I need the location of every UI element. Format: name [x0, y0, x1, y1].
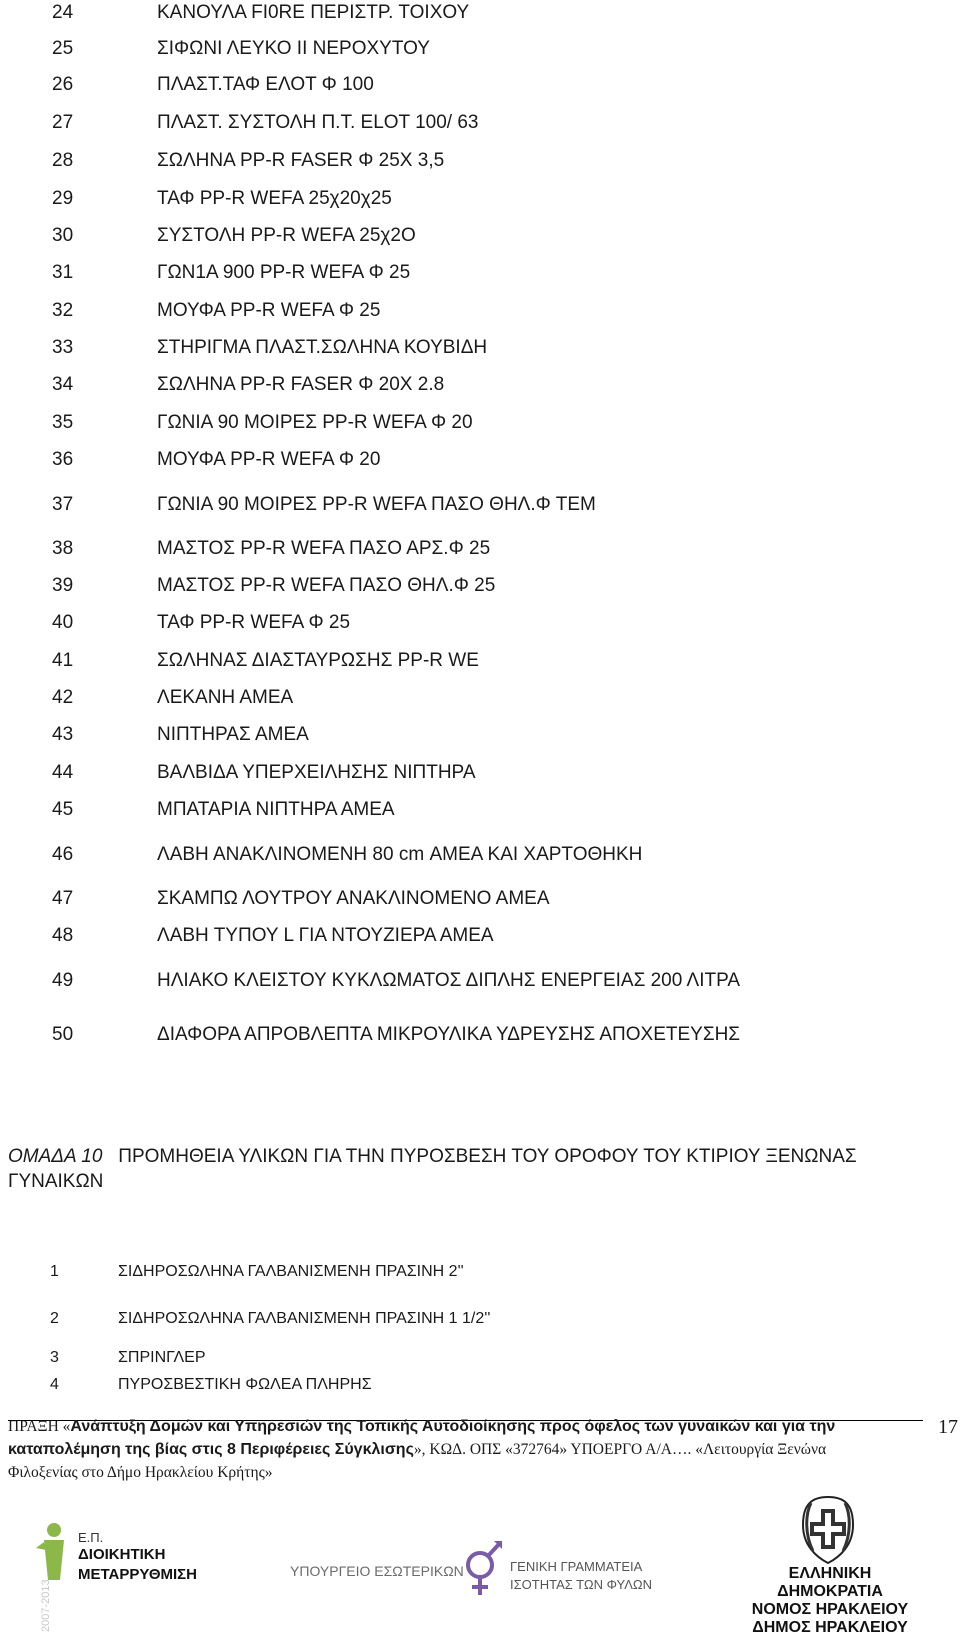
item-number: 31: [52, 262, 74, 283]
diorthosi-logo: [30, 1520, 210, 1633]
item-description: ΜΟΥΦΑ PP-R WEFA Φ 20: [157, 449, 381, 470]
item-description: ΓΩΝΙΑ 90 ΜΟΙΡΕΣ PP-R WEFA Φ 20: [157, 412, 473, 433]
item-number: 24: [52, 2, 74, 23]
item-description: ΔΙΑΦΟΡΑ ΑΠΡΟΒΛΕΠΤΑ ΜΙΚΡΟΥΛΙΚΑ ΥΔΡΕΥΣΗΣ ΑΠΟΧΕΤΕΥΣΗΣ: [157, 1024, 741, 1045]
state-line1: ΕΛΛΗΝΙΚΗ: [788, 1565, 872, 1582]
item-description: ΠΛΑΣΤ. ΣΥΣΤΟΛΗ Π.Τ. ELOT 100/ 63: [157, 112, 479, 133]
item-description: ΤΑΦ PP-R WEFA 25χ20χ25: [157, 188, 392, 209]
item-description: ΣΠΡΙΝΓΛΕΡ: [118, 1349, 206, 1366]
item-description: ΣΩΛΗΝΑ PP-R FASER Φ 20Χ 2.8: [157, 374, 445, 395]
diorthosi-ep: Ε.Π.: [78, 1530, 104, 1545]
item-description: ΛΕΚΑΝΗ ΑΜΕΑ: [157, 687, 294, 708]
item-description: ΚΑΝΟΥΛΑ FI0RE ΠΕΡΙΣΤΡ. ΤΟΙΧΟΥ: [157, 2, 470, 23]
item-number: 1: [50, 1263, 59, 1280]
item-number: 34: [52, 374, 74, 395]
item-description: ΜΟΥΦΑ PP-R WEFA Φ 25: [157, 300, 381, 321]
item-number: 50: [52, 1024, 74, 1045]
item-description: ΠΥΡΟΣΒΕΣΤΙΚΗ ΦΩΛΕΑ ΠΛΗΡΗΣ: [118, 1376, 372, 1393]
item-description: ΒΑΛΒΙΔΑ ΥΠΕΡΧΕΙΛΗΣΗΣ ΝΙΠΤΗΡΑ: [157, 762, 476, 783]
gender-equality-logo: [458, 1537, 658, 1607]
footer-project-text: [8, 1415, 898, 1484]
item-number: 46: [52, 844, 74, 865]
page-number: 17: [938, 1416, 958, 1438]
item-description: ΛΑΒΗ ΤΥΠΟΥ L ΓΙΑ ΝΤΟΥΖΙΕΡΑ ΑΜΕΑ: [157, 925, 494, 946]
state-line2: ΔΗΜΟΚΡΑΤΙΑ: [777, 1583, 883, 1600]
item-description: ΣΙΦΩΝΙ ΛΕΥΚΟ ΙΙ ΝΕΡΟΧΥΤΟΥ: [157, 38, 430, 59]
item-description: ΣΚΑΜΠΩ ΛΟΥΤΡΟΥ ΑΝΑΚΛΙΝΟΜΕΝΟ ΑΜΕΑ: [157, 888, 550, 909]
item-description: ΣΩΛΗΝΑΣ ΔΙΑΣΤΑΥΡΩΣΗΣ PP-R WE: [157, 650, 479, 671]
item-number: 28: [52, 150, 74, 171]
gender-line1: ΓΕΝΙΚΗ ΓΡΑΜΜΑΤΕΙΑ: [510, 1559, 643, 1574]
item-number: 4: [50, 1376, 59, 1393]
item-number: 42: [52, 687, 74, 708]
item-description: ΜΠΑΤΑΡΙΑ ΝΙΠΤΗΡΑ ΑΜΕΑ: [157, 799, 395, 820]
item-number: 33: [52, 337, 74, 358]
item-description: ΜΑΣΤΟΣ PP-R WEFA ΠΑΣΟ ΑΡΣ.Φ 25: [157, 538, 491, 559]
item-description: ΓΩΝ1Α 900 PP-R WEFA Φ 25: [157, 262, 411, 283]
ministry-logo-text: ΥΠΟΥΡΓΕΙΟ ΕΣΩΤΕΡΙΚΩΝ: [290, 1563, 464, 1579]
group-label: ΟΜΑΔΑ 10: [8, 1146, 103, 1167]
item-description: ΗΛΙΑΚΟ ΚΛΕΙΣΤΟΥ ΚΥΚΛΩΜΑΤΟΣ ΔΙΠΛΗΣ ΕΝΕΡΓΕΙΑΣ 200 ΛΙΤΡΑ: [157, 970, 741, 991]
item-number: 35: [52, 412, 74, 433]
item-number: 48: [52, 925, 74, 946]
item-number: 26: [52, 74, 74, 95]
gender-line2: ΙΣΟΤΗΤΑΣ ΤΩΝ ΦΥΛΩΝ: [510, 1577, 653, 1592]
item-number: 41: [52, 650, 74, 671]
item-number: 40: [52, 612, 74, 633]
item-number: 36: [52, 449, 74, 470]
item-description: ΤΑΦ PP-R WEFA Φ 25: [157, 612, 351, 633]
item-number: 45: [52, 799, 74, 820]
item-description: ΛΑΒΗ ΑΝΑΚΛΙΝΟΜΕΝΗ 80 cm ΑΜΕΑ ΚΑΙ ΧΑΡΤΟΘΗΚΗ: [157, 844, 643, 865]
item-number: 39: [52, 575, 74, 596]
group-title: ΠΡΟΜΗΘΕΙΑ ΥΛΙΚΩΝ ΓΙΑ ΤΗΝ ΠΥΡΟΣΒΕΣΗ ΤΟΥ ΟΡΟΦΟΥ ΤΟΥ ΚΤΙΡΙΟΥ ΞΕΝΩΝΑΣ ΓΥΝΑΙΚΩΝ: [8, 1146, 857, 1192]
item-number: 3: [50, 1349, 59, 1366]
item-number: 43: [52, 724, 74, 745]
diorthosi-line2: ΜΕΤΑΡΡΥΘΜΙΣΗ: [78, 1566, 197, 1583]
item-number: 49: [52, 970, 74, 991]
item-description: ΣΩΛΗΝΑ PP-R FASER Φ 25Χ 3,5: [157, 150, 445, 171]
municipality-logo: [730, 1495, 930, 1636]
gender-symbol-icon: [458, 1537, 506, 1603]
footer-prefix: ΠΡΑΞΗ «: [8, 1418, 71, 1435]
item-description: ΜΑΣΤΟΣ PP-R WEFA ΠΑΣΟ ΘΗΛ.Φ 25: [157, 575, 496, 596]
diorthosi-years: 2007-2013: [40, 1579, 52, 1632]
item-description: ΠΛΑΣΤ.ΤΑΦ ΕΛΟΤ Φ 100: [157, 74, 374, 95]
item-number: 2: [50, 1310, 59, 1327]
item-number: 30: [52, 225, 74, 246]
group-heading: [8, 1144, 908, 1194]
item-number: 32: [52, 300, 74, 321]
coat-of-arms-icon: [795, 1495, 861, 1565]
item-description: ΣΙΔΗΡΟΣΩΛΗΝΑ ΓΑΛΒΑΝΙΣΜΕΝΗ ΠΡΑΣΙΝΗ 1 1/2'': [118, 1310, 491, 1327]
item-description: ΣΙΔΗΡΟΣΩΛΗΝΑ ΓΑΛΒΑΝΙΣΜΕΝΗ ΠΡΑΣΙΝΗ 2'': [118, 1263, 464, 1280]
item-number: 37: [52, 494, 74, 515]
diorthosi-line1: ΔΙΟΙΚΗΤΙΚΗ: [78, 1546, 166, 1563]
item-description: ΣΤΗΡΙΓΜΑ ΠΛΑΣΤ.ΣΩΛΗΝΑ ΚΟΥΒΙΔΗ: [157, 337, 488, 358]
state-line4: ΔΗΜΟΣ ΗΡΑΚΛΕΙΟΥ: [752, 1619, 908, 1636]
item-number: 38: [52, 538, 74, 559]
item-description: ΝΙΠΤΗΡΑΣ ΑΜΕΑ: [157, 724, 309, 745]
item-number: 27: [52, 112, 74, 133]
item-number: 47: [52, 888, 74, 909]
footer-project-title: Ανάπτυξη Δομών και Υπηρεσιών της Τοπικής Αυτοδιοίκησης προς όφελος των γυναικών και για την καταπολέμηση της βίας στις 8 Περιφέρειες Σύγκλισης: [8, 1418, 836, 1458]
item-number: 44: [52, 762, 74, 783]
footer-suffix: », ΚΩΔ. ΟΠΣ «372764» ΥΠΟΕΡΓΟ Α/Α…. «Λειτουργία Ξενώνα Φιλοξενίας στο Δήμο Ηρακλείου Κρήτης»: [8, 1441, 827, 1481]
item-description: ΓΩΝΙΑ 90 ΜΟΙΡΕΣ PP-R WEFA ΠΑΣΟ ΘΗΛ.Φ ΤΕΜ: [157, 494, 596, 515]
item-number: 29: [52, 188, 74, 209]
state-line3: ΝΟΜΟΣ ΗΡΑΚΛΕΙΟΥ: [751, 1601, 909, 1618]
item-description: ΣΥΣΤΟΛΗ PP-R WEFA 25χ2O: [157, 225, 416, 246]
item-number: 25: [52, 38, 74, 59]
